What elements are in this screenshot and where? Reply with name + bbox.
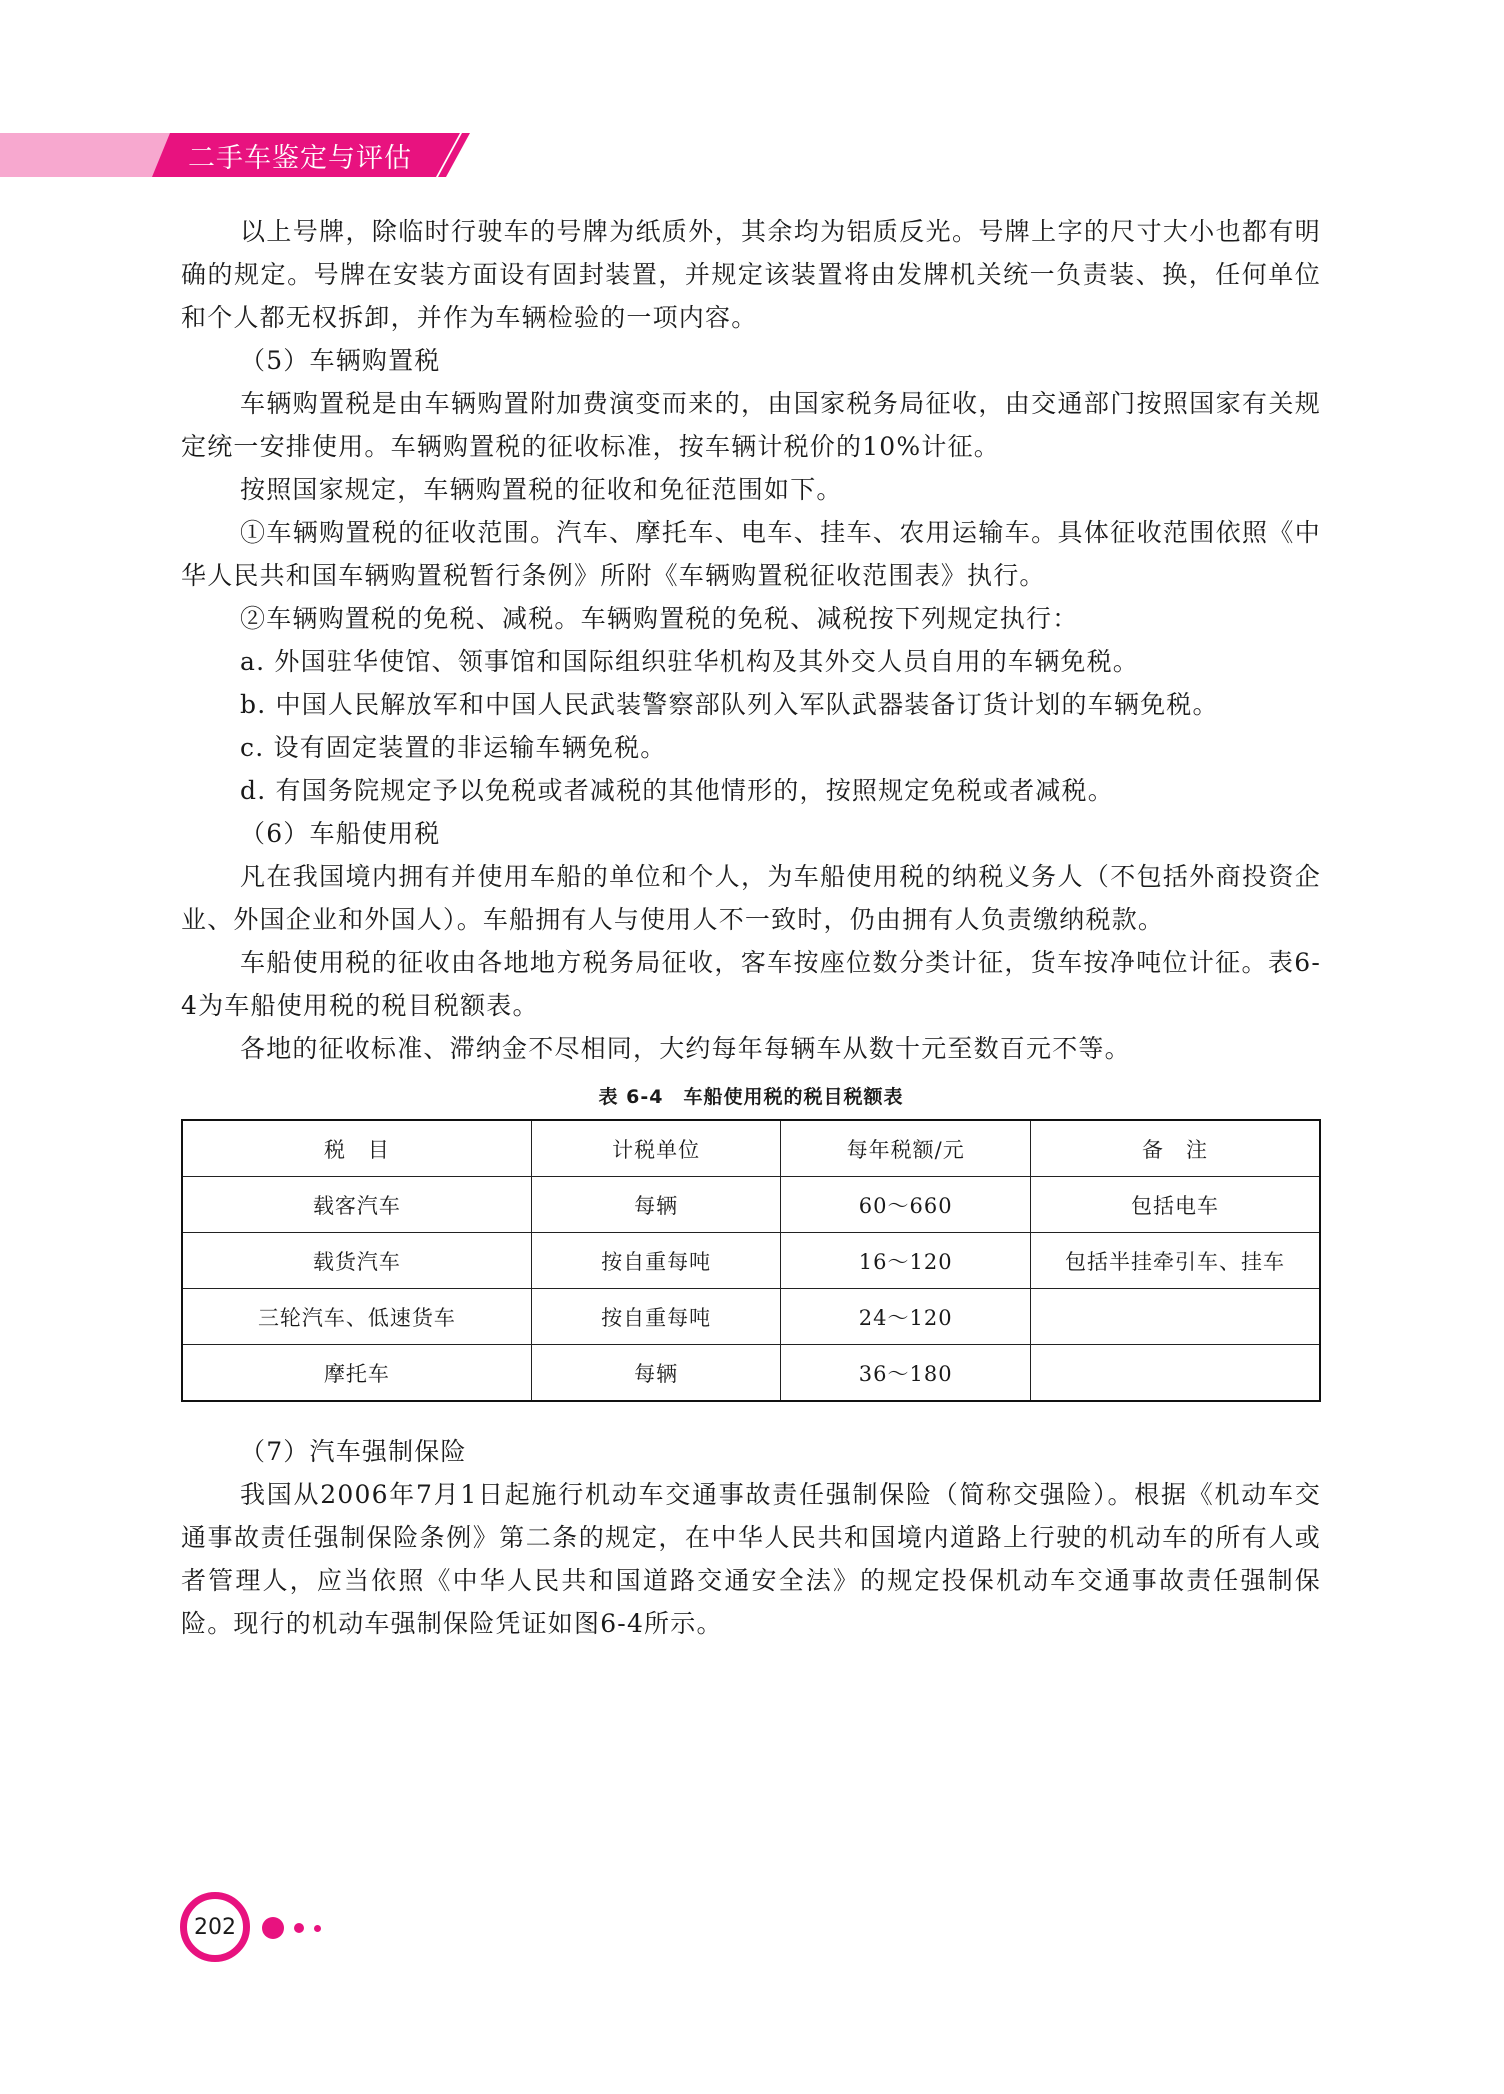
- footer-dot-medium-icon: [294, 1923, 304, 1933]
- paragraph: 车船使用税的征收由各地地方税务局征收，客车按座位数分类计征，货车按净吨位计征。表6-4为车船使用税的税目税额表。: [181, 948, 1321, 1020]
- paragraph: ①车辆购置税的征收范围。汽车、摩托车、电车、挂车、农用运输车。具体征收范围依照《中华人民共和国车辆购置税暂行条例》所附《车辆购置税征收范围表》执行。: [181, 518, 1321, 590]
- paragraph: 以上号牌，除临时行驶车的号牌为纸质外，其余均为铝质反光。号牌上字的尺寸大小也都有明确的规定。号牌在安装方面设有固封装置，并规定该装置将由发牌机关统一负责装、换，任何单位和个人都无权拆卸，并作为车辆检验的一项内容。: [181, 217, 1321, 332]
- section-heading-6: （6）车船使用税: [240, 819, 441, 848]
- header-title: 二手车鉴定与评估: [188, 143, 412, 174]
- table-cell: 每辆: [531, 1177, 781, 1233]
- table-cell: 包括半挂牵引车、挂车: [1030, 1233, 1320, 1289]
- section-heading-7: （7）汽车强制保险: [240, 1437, 467, 1466]
- paragraph: ②车辆购置税的免税、减税。车辆购置税的免税、减税按下列规定执行：: [240, 604, 1079, 633]
- table-cell: 60～660: [781, 1177, 1031, 1233]
- table-cell: 每辆: [531, 1345, 781, 1402]
- footer-dot-large-icon: [262, 1917, 284, 1939]
- table-cell: 载客汽车: [182, 1177, 531, 1233]
- table-cell: 按自重每吨: [531, 1289, 781, 1345]
- table-cell: [1030, 1345, 1320, 1402]
- list-item-d: d. 有国务院规定予以免税或者减税的其他情形的，按照规定免税或者减税。: [240, 776, 1114, 805]
- table-row: [182, 1289, 1320, 1345]
- tax-table: [181, 1119, 1321, 1402]
- table-caption: 表 6-4 车船使用税的税目税额表: [598, 1086, 904, 1108]
- table-row: [182, 1233, 1320, 1289]
- table-cell: 24～120: [781, 1289, 1031, 1345]
- paragraph: 凡在我国境内拥有并使用车船的单位和个人，为车船使用税的纳税义务人（不包括外商投资企业、外国企业和外国人）。车船拥有人与使用人不一致时，仍由拥有人负责缴纳税款。: [181, 862, 1321, 934]
- table-cell: [1030, 1289, 1320, 1345]
- paragraph: 车辆购置税是由车辆购置附加费演变而来的，由国家税务局征收，由交通部门按照国家有关规定统一安排使用。车辆购置税的征收标准，按车辆计税价的10%计征。: [181, 389, 1321, 461]
- list-item-c: c. 设有固定装置的非运输车辆免税。: [240, 733, 667, 762]
- running-header: [0, 133, 470, 177]
- column-header: 每年税额/元: [781, 1120, 1031, 1177]
- table-cell: 16～120: [781, 1233, 1031, 1289]
- list-item-b: b. 中国人民解放军和中国人民武装警察部队列入军队武器装备订货计划的车辆免税。: [240, 690, 1219, 719]
- table-cell: 36～180: [781, 1345, 1031, 1402]
- page-content: [181, 210, 1321, 1645]
- table-header-row: [182, 1120, 1320, 1177]
- column-header: 计税单位: [531, 1120, 781, 1177]
- paragraph: 各地的征收标准、滞纳金不尽相同，大约每年每辆车从数十元至数百元不等。: [240, 1034, 1131, 1063]
- table-row: [182, 1177, 1320, 1233]
- table-cell: 包括电车: [1030, 1177, 1320, 1233]
- column-header: 税 目: [182, 1120, 531, 1177]
- paragraph: 按照国家规定，车辆购置税的征收和免征范围如下。: [240, 475, 843, 504]
- paragraph: 我国从2006年7月1日起施行机动车交通事故责任强制保险（简称交强险）。根据《机动车交通事故责任强制保险条例》第二条的规定，在中华人民共和国境内道路上行驶的机动车的所有人或者管理人，应当依照《中华人民共和国道路交通安全法》的规定投保机动车交通事故责任强制保险。现行的机动车强制保险凭证如图6-4所示。: [181, 1480, 1321, 1638]
- column-header: 备 注: [1030, 1120, 1320, 1177]
- table-cell: 摩托车: [182, 1345, 531, 1402]
- page-number: 202: [180, 1892, 250, 1962]
- page-footer: [180, 1892, 380, 1972]
- table-cell: 按自重每吨: [531, 1233, 781, 1289]
- table-row: [182, 1345, 1320, 1402]
- table-cell: 载货汽车: [182, 1233, 531, 1289]
- list-item-a: a. 外国驻华使馆、领事馆和国际组织驻华机构及其外交人员自用的车辆免税。: [240, 647, 1140, 676]
- section-heading-5: （5）车辆购置税: [240, 346, 441, 375]
- table-cell: 三轮汽车、低速货车: [182, 1289, 531, 1345]
- footer-dot-small-icon: [314, 1925, 321, 1932]
